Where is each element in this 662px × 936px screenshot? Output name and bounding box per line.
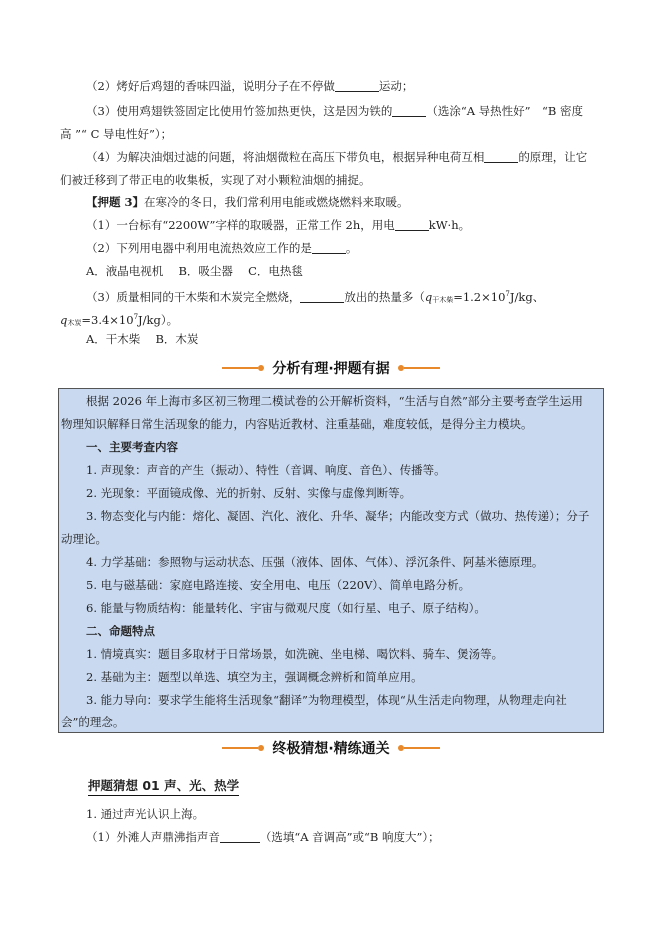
heading-dot-left [258,745,264,751]
heading-line-right [404,367,440,369]
q-subscript: 干木柴 [432,295,454,304]
q2-item4-end: 的原理，让它 [518,150,588,164]
q-unit: J/kg）。 [138,312,179,327]
box-feature: 2. 基础为主：题型以单选、填空为主，强调概念辨析和简单应用。 [86,670,423,684]
q1-intro: 1. 通过声光认识上海。 [86,807,205,821]
heading-label: 终极猜想·精练通关 [272,741,390,757]
analysis-box [58,388,604,733]
q1-item1 [86,829,440,845]
answer-blank[interactable] [312,241,346,254]
q3-intro [86,194,409,210]
q3-item2 [86,240,357,256]
q3-item3-cont [60,309,178,331]
answer-blank[interactable] [484,150,518,163]
box-item: 1. 声现象：声音的产生（振动）、特性（音调、响度、音色）、传播等。 [86,463,446,477]
heading-line-left [222,367,258,369]
box-heading-features: 二、命题特点 [86,624,155,638]
box-intro-line1: 根据 2026 年上海市多区初三物理二模试卷的公开解析资料，“生活与自然”部分主要考查学生运用 [86,394,583,408]
box-heading-content: 一、主要考查内容 [86,440,178,454]
q2-item3-options: （选涂“A 导热性好” “B 密度 [426,104,584,118]
q2-item3-cont: 高 ”“ C 导电性好”）； [60,127,173,141]
heading-line-right [404,747,440,749]
box-feature: 3. 能力导向：要求学生能将生活现象“翻译”为物理模型，体现“从生活走向物理，从物理走向社 [86,693,567,707]
answer-blank[interactable] [395,218,429,231]
box-intro-line2: 物理知识解释日常生活现象的能力，内容贴近教材、注重基础，难度较低，是得分主力模块。 [61,417,533,431]
answer-blank[interactable] [335,79,379,92]
section-title: 押题猜想 01 声、光、热学 [88,776,239,796]
box-feature-cont: 会”的理念。 [61,715,125,729]
q3-intro-text: 在寒冷的冬日，我们常利用电能或燃烧燃料来取暖。 [144,195,409,209]
answer-blank[interactable] [220,830,260,843]
q-exponent: 7 [133,313,139,321]
q1-item1-options: （选填“A 音调高”或“B 响度大”）； [259,830,440,844]
q3-item2-text: （2）下列用电器中利用电流热效应工作的是 [86,241,312,255]
box-item: 5. 电与磁基础：家庭电路连接、安全用电、电压（220V）、简单电路分析。 [86,578,471,592]
box-feature: 1. 情境真实：题目多取材于日常场景，如洗碗、坐电梯、喝饮料、骑车、煲汤等。 [86,647,504,661]
box-item: 3. 物态变化与内能：熔化、凝固、汽化、液化、升华、凝华；内能改变方式（做功、热传递）；分子 [86,509,590,523]
q3-item1 [86,217,470,233]
q2-item2 [86,78,413,94]
heading-line-left [222,747,258,749]
q3-item2-end: 。 [345,241,358,255]
q-symbol: q [60,312,68,327]
q-exponent: 7 [505,290,510,298]
q1-item1-text: （1）外滩人声鼎沸指声音 [86,830,220,844]
q2-item4-cont: 们被迁移到了带正电的收集板，实现了对小颗粒油烟的捕捉。 [60,173,371,187]
q-value: =1.2×10 [453,289,506,304]
q-value: =3.4×10 [81,312,134,327]
box-item: 2. 光现象：平面镜成像、光的折射、反射、实像与虚像判断等。 [86,486,412,500]
section-heading-practice [0,738,662,758]
q2-item4-text: （4）为解决油烟过滤的问题，将油烟微粒在高压下带负电，根据异种电荷互相 [86,150,485,164]
q3-tag: 【押题 3】 [86,195,145,209]
q3-item3-text2: 放出的热量多（ [344,289,425,304]
heading-label: 分析有理·押题有据 [272,361,390,377]
q3-item3-options: A．干木柴 B．木炭 [86,332,199,346]
box-item: 6. 能量与物质结构：能量转化、宇宙与微观尺度（如行星、电子、原子结构）。 [86,601,486,615]
heading-dot-left [258,365,264,371]
box-item-cont: 动理论。 [61,532,107,546]
section-heading-analysis [0,358,662,378]
q2-item2-end: 运动； [378,79,414,93]
q3-item2-options: A．液晶电视机 B．吸尘器 C．电热毯 [86,264,303,278]
q2-item3 [86,103,583,119]
q2-item4 [86,149,587,165]
q3-item1-text: （1）一台标有“2200W”字样的取暖器，正常工作 2h，用电 [86,218,395,232]
q-symbol: q [424,289,433,304]
q3-item1-unit: kW·h。 [428,218,471,232]
q2-item3-text: （3）使用鸡翅铁签固定比使用竹签加热更快，这是因为铁的 [86,104,393,118]
q-unit: J/kg、 [509,289,545,304]
answer-blank[interactable] [300,290,344,303]
q3-item3 [86,286,544,308]
q3-item3-text: （3）质量相同的干木柴和木炭完全燃烧， [86,289,301,304]
q2-item2-text: （2）烤好后鸡翅的香味四溢，说明分子在不停做 [86,79,335,93]
q-subscript: 木炭 [67,318,82,327]
box-item: 4. 力学基础：参照物与运动状态、压强（液体、固体、气体）、浮沉条件、阿基米德原理。 [86,555,544,569]
answer-blank[interactable] [392,104,426,117]
